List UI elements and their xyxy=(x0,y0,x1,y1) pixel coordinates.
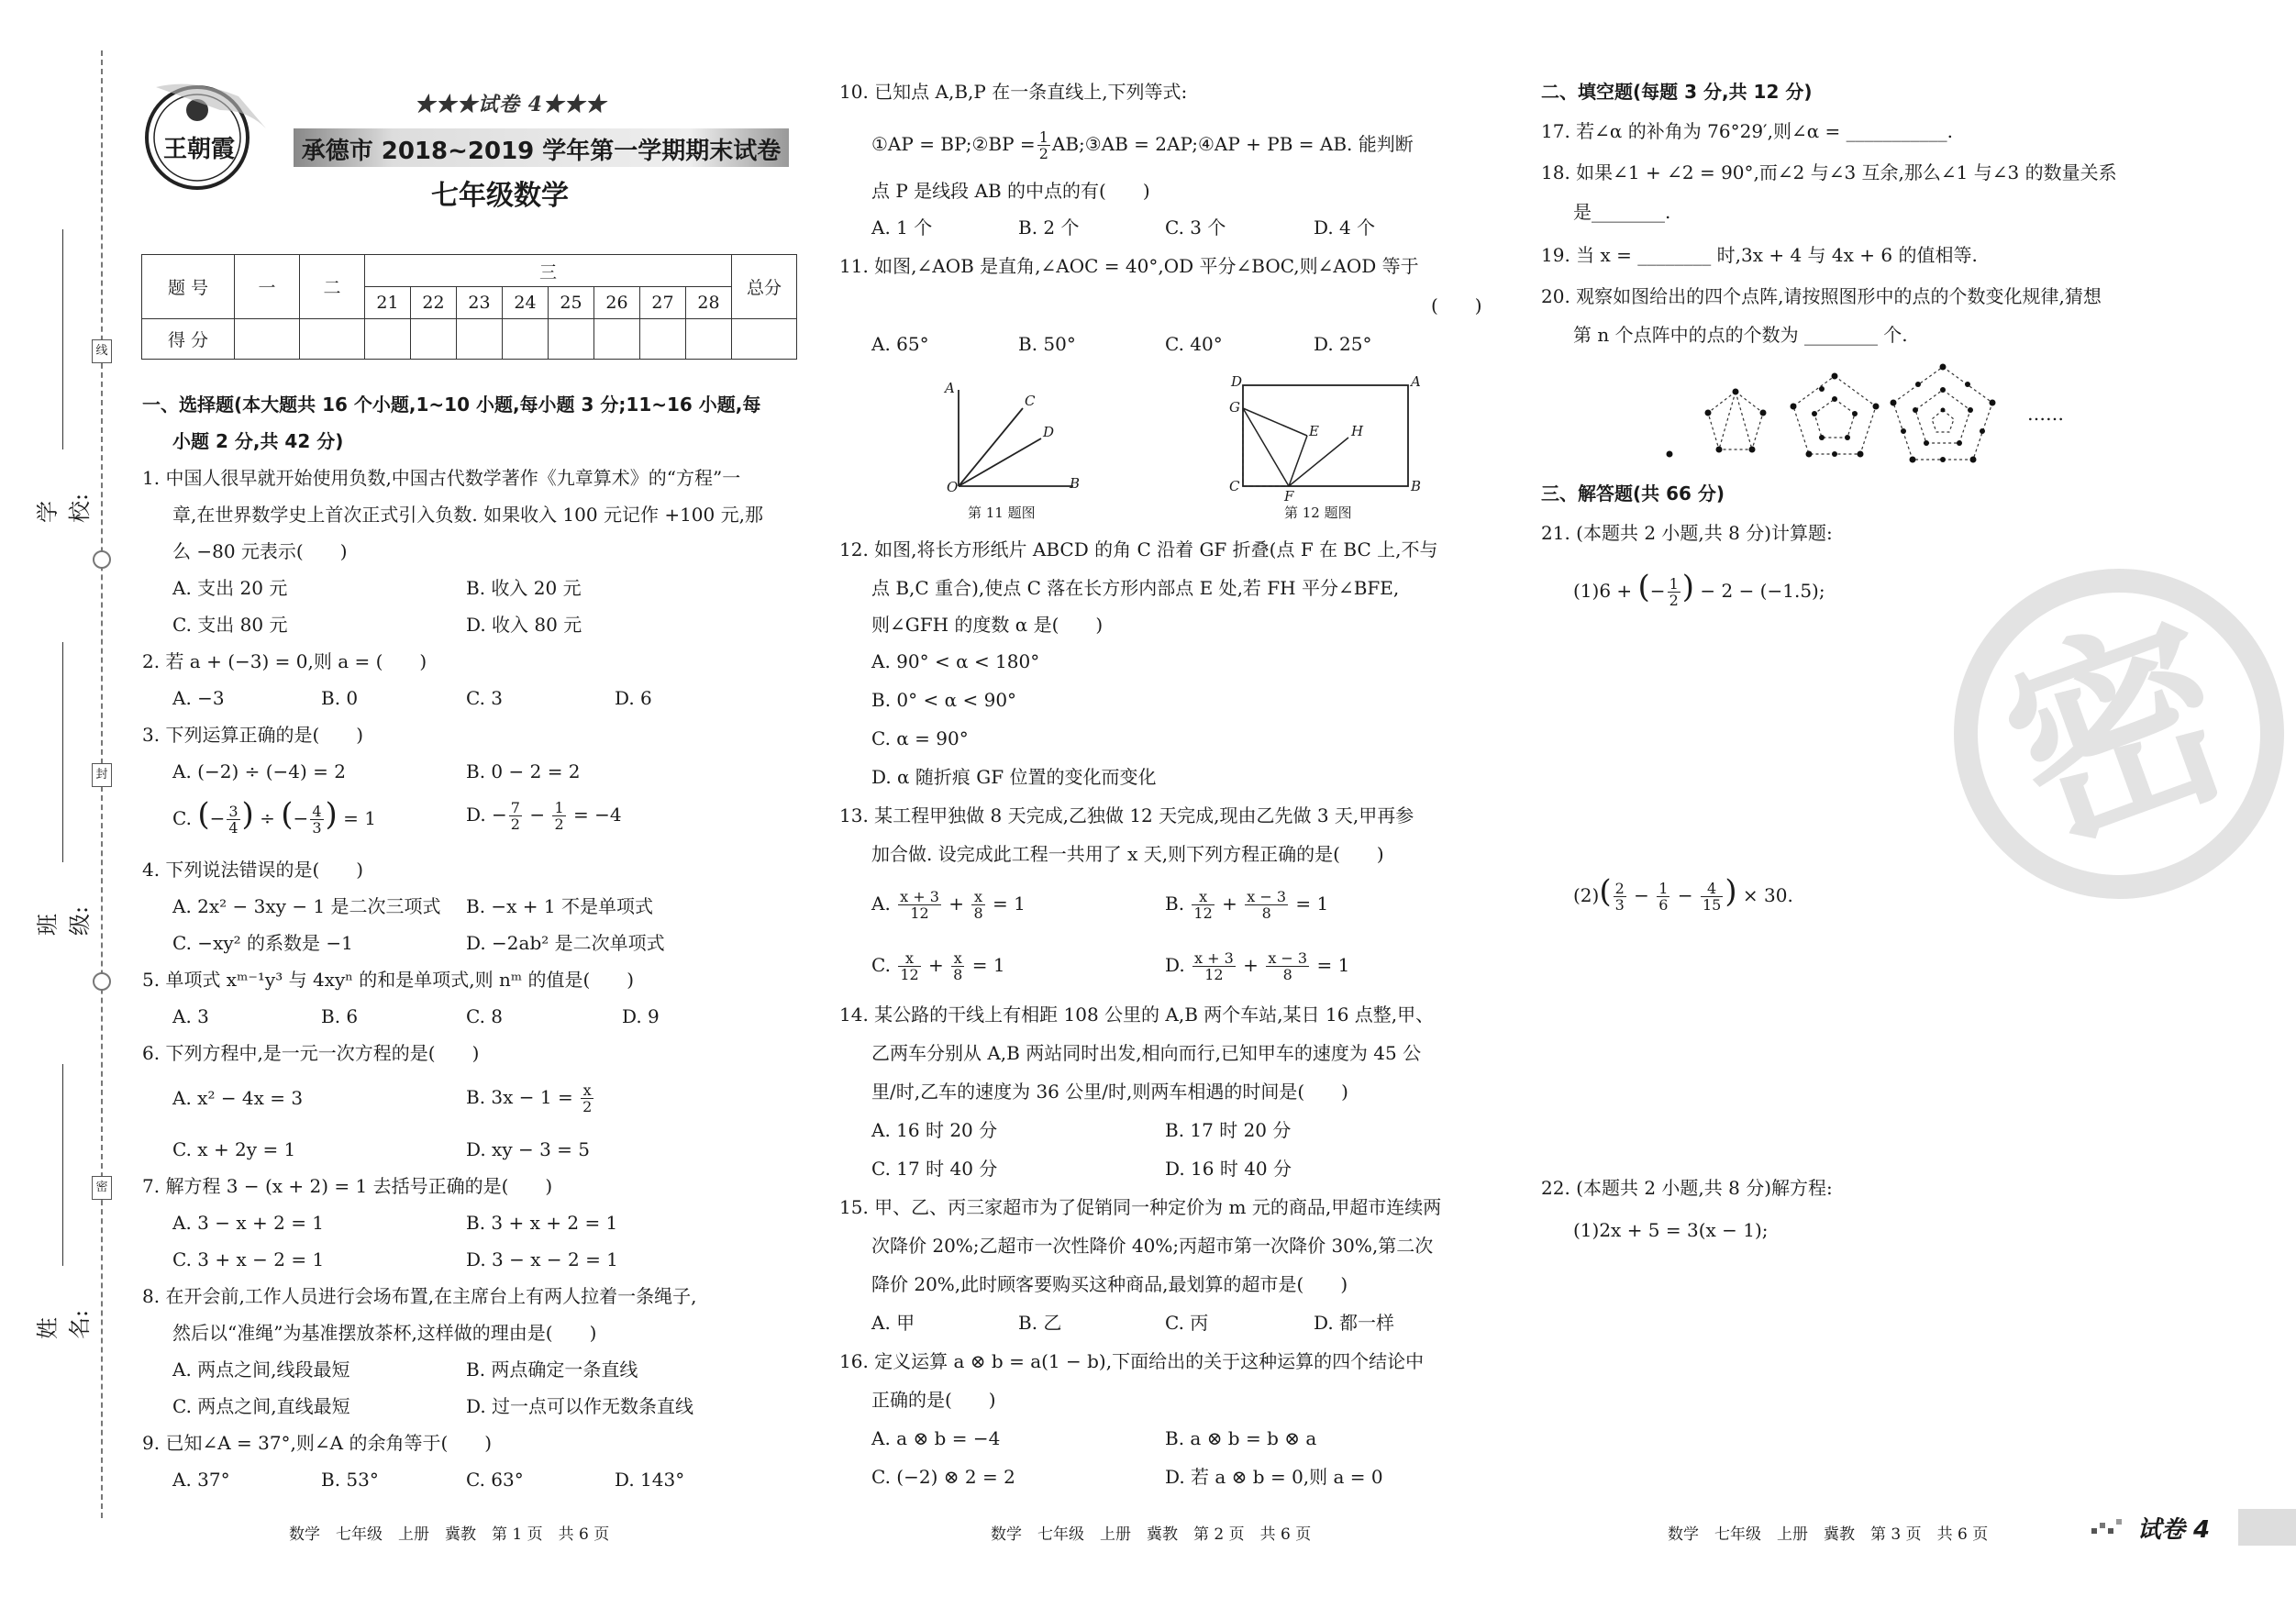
denominator: 8 xyxy=(953,966,963,983)
numerator: x xyxy=(971,889,984,905)
denominator: 15 xyxy=(1702,896,1722,914)
denominator: 4 xyxy=(228,819,238,837)
numerator: 1 xyxy=(1669,575,1679,593)
q16-option-c[interactable]: C. (−2) ⊗ 2 = 2 xyxy=(871,1466,1015,1488)
fig11-label: A xyxy=(945,380,955,396)
q3-stem: 3. 下列运算正确的是( ) xyxy=(142,724,364,746)
denominator: 2 xyxy=(554,815,564,833)
paren-close: ) xyxy=(325,796,338,833)
q15-line2: 次降价 20%;乙超市一次性降价 40%;丙超市第一次降价 30%,第二次 xyxy=(871,1235,1434,1257)
score-cell[interactable] xyxy=(411,319,457,360)
binding-mark-xian: 线 xyxy=(92,339,112,363)
q15-option-a[interactable]: A. 甲 xyxy=(871,1312,915,1334)
q13-option-d[interactable]: D. $\frac{x + 3}{12}$ + $\frac{x - 3}{8}$ = 1 xyxy=(1165,949,1350,983)
q1-option-a[interactable]: A. 支出 20 元 xyxy=(172,577,288,599)
figure-12 xyxy=(1220,372,1422,505)
score-table xyxy=(141,254,797,360)
q20-line1: 20. 观察如图给出的四个点阵,请按照图形中的点的个数变化规律,猜想 xyxy=(1541,285,2102,307)
numerator: x xyxy=(581,1082,593,1099)
q6-option-a[interactable]: A. x² − 4x = 3 xyxy=(172,1087,304,1109)
q5-option-d[interactable]: D. 9 xyxy=(622,1005,660,1027)
score-cell[interactable] xyxy=(686,319,732,360)
score-cell[interactable] xyxy=(365,319,411,360)
q22-stem: 22. (本题共 2 小题,共 8 分)解方程: xyxy=(1541,1177,1833,1199)
q13-option-a[interactable]: A. $\frac{x + 3}{12}$ + $\frac{x}{8}$ = 1 xyxy=(871,888,1026,922)
numerator: 1 xyxy=(554,799,564,816)
q21-stem: 21. (本题共 2 小题,共 8 分)计算题: xyxy=(1541,522,1833,544)
subject-title: 七年级数学 xyxy=(431,180,569,212)
section-fill-title: 二、填空题(每题 3 分,共 12 分) xyxy=(1541,81,1813,103)
q3-c-tail: = 1 xyxy=(343,807,376,829)
denominator: 2 xyxy=(1038,145,1048,162)
corner-decoration xyxy=(2091,1515,2128,1541)
fig12-label: H xyxy=(1351,423,1364,439)
q11-stem: 11. 如图,∠AOB 是直角,∠AOC = 40°,OD 平分∠BOC,则∠AOD 等于 xyxy=(839,255,1419,277)
q10-stem: 10. 已知点 A,B,P 在一条直线上,下列等式: xyxy=(839,81,1188,103)
q10-line3: 点 P 是线段 AB 的中点的有( ) xyxy=(871,180,1150,202)
denominator: 2 xyxy=(510,815,520,833)
q15-line3: 降价 20%,此时顾客要购买这种商品,最划算的超市是( ) xyxy=(871,1273,1348,1295)
q21-2-answer-area[interactable] xyxy=(1573,922,2215,1170)
numerator: x + 3 xyxy=(1194,949,1234,967)
q4-option-b[interactable]: B. −x + 1 不是单项式 xyxy=(466,895,654,917)
q3-option-d[interactable]: D. − $\frac{7}{2}$ − $\frac{1}{2}$ = −4 xyxy=(466,799,622,833)
denominator: 3 xyxy=(1614,896,1625,914)
fraction xyxy=(971,889,984,921)
q10-option-c[interactable]: C. 3 个 xyxy=(1165,216,1226,238)
score-cell[interactable] xyxy=(503,319,549,360)
angle-diagram-icon xyxy=(936,376,1092,505)
q12-option-b[interactable]: B. 0° < α < 90° xyxy=(871,689,1017,711)
fraction xyxy=(1192,950,1236,982)
q7-option-c[interactable]: C. 3 + x − 2 = 1 xyxy=(172,1248,325,1270)
fraction xyxy=(227,804,239,836)
q8-option-d[interactable]: D. 过一点可以作无数条直线 xyxy=(466,1395,694,1417)
equation-tail: = 1 xyxy=(992,893,1026,915)
fraction xyxy=(552,800,565,832)
binding-circle-2 xyxy=(93,972,111,991)
fraction xyxy=(951,950,964,982)
fraction xyxy=(1668,576,1680,608)
q8-option-b[interactable]: B. 两点确定一条直线 xyxy=(466,1359,638,1381)
denominator: 8 xyxy=(973,904,983,922)
q20-line2[interactable]: 第 n 个点阵中的点的个数为 ________ 个. xyxy=(1573,324,1908,346)
q11-option-c[interactable]: C. 40° xyxy=(1165,333,1223,355)
fig11-label: C xyxy=(1025,393,1036,409)
q2-option-d[interactable]: D. 6 xyxy=(615,687,652,709)
paren-open: ( xyxy=(1637,569,1650,605)
corner-tab xyxy=(2238,1509,2296,1546)
q6-option-b[interactable] xyxy=(466,1079,595,1115)
score-col-1: 一 xyxy=(235,255,300,319)
option-letter: A. xyxy=(871,893,891,915)
numerator: x − 3 xyxy=(1247,888,1287,905)
q6-stem: 6. 下列方程中,是一元一次方程的是( ) xyxy=(142,1042,480,1064)
q2-option-a[interactable]: A. −3 xyxy=(172,687,225,709)
q8-line2: 然后以“准绳”为基准摆放茶杯,这样做的理由是( ) xyxy=(172,1322,597,1344)
q21-1-tail: − 2 − (−1.5); xyxy=(1694,580,1825,602)
q15-option-c[interactable]: C. 丙 xyxy=(1165,1312,1209,1334)
q9-stem: 9. 已知∠A = 37°,则∠A 的余角等于( ) xyxy=(142,1432,493,1454)
option-letter: C. xyxy=(871,954,891,976)
fig12-label: C xyxy=(1229,478,1240,494)
q16-line1: 16. 定义运算 a ⊗ b = a(1 − b),下面给出的关于这种运算的四个结论中 xyxy=(839,1350,1425,1372)
denominator: 12 xyxy=(1204,966,1224,983)
q1-option-d[interactable]: D. 收入 80 元 xyxy=(466,614,582,636)
school-line xyxy=(62,229,63,449)
class-label: 班级: xyxy=(35,905,93,936)
q9-option-b[interactable]: B. 53° xyxy=(321,1469,379,1491)
q8-line1: 8. 在开会前,工作人员进行会场布置,在主席台上有两人拉着一条绳子, xyxy=(142,1285,697,1307)
numerator: x xyxy=(898,950,920,967)
corner-label: 试卷 4 xyxy=(2137,1516,2211,1544)
score-sub-col: 21 xyxy=(365,287,411,319)
q10-eq-text-2: AB;③AB = 2AP;④AP + PB = AB. 能判断 xyxy=(1051,133,1414,155)
fig12-label: D xyxy=(1231,373,1243,390)
numerator: 4 xyxy=(312,803,322,820)
denominator: 12 xyxy=(910,904,929,922)
q7-stem: 7. 解方程 3 − (x + 2) = 1 去括号正确的是( ) xyxy=(142,1175,553,1197)
paren-close: ) xyxy=(1681,569,1695,605)
q14-line3: 里/时,乙车的速度为 36 公里/时,则两车相遇的时间是( ) xyxy=(871,1081,1348,1103)
q22-part1: (1)2x + 5 = 3(x − 1); xyxy=(1573,1219,1769,1241)
q21-1-text: (1)6 + xyxy=(1573,580,1638,602)
q7-option-d[interactable]: D. 3 − x − 2 = 1 xyxy=(466,1248,618,1270)
score-row2-label: 得 分 xyxy=(142,319,235,360)
paren-open: ( xyxy=(1599,873,1612,910)
paren-close: ) xyxy=(241,796,254,833)
denominator: 2 xyxy=(582,1098,593,1115)
score-sub-col: 27 xyxy=(640,287,686,319)
q8-option-c[interactable]: C. 两点之间,直线最短 xyxy=(172,1395,350,1417)
brand-logo xyxy=(138,83,275,193)
name-line xyxy=(62,1064,63,1266)
q16-option-b[interactable]: B. a ⊗ b = b ⊗ a xyxy=(1165,1427,1317,1449)
q14-option-c[interactable]: C. 17 时 40 分 xyxy=(871,1158,998,1180)
q12-option-a[interactable]: A. 90° < α < 180° xyxy=(871,650,1040,672)
numerator: 1 xyxy=(1038,128,1048,146)
exam-badge: ★★★试卷 4★★★ xyxy=(415,93,606,116)
q12-option-d[interactable]: D. α 随折痕 GF 位置的变化而变化 xyxy=(871,766,1157,788)
fraction xyxy=(1657,881,1669,913)
q15-option-b[interactable]: B. 乙 xyxy=(1018,1312,1062,1334)
q4-option-a[interactable]: A. 2x² − 3xy − 1 是二次三项式 xyxy=(172,895,441,917)
denominator: 6 xyxy=(1658,896,1669,914)
numerator: x − 3 xyxy=(1268,949,1308,967)
q12-line3: 则∠GFH 的度数 α 是( ) xyxy=(871,614,1104,636)
fraction xyxy=(509,800,522,832)
q20-ellipsis: …… xyxy=(2027,403,2064,425)
score-sub-col: 23 xyxy=(457,287,503,319)
option-letter: D. xyxy=(1165,954,1185,976)
score-cell[interactable] xyxy=(732,319,797,360)
q13-line2: 加合做. 设完成此工程一共用了 x 天,则下列方程正确的是( ) xyxy=(871,843,1384,865)
q10-eq-text: ①AP = BP;②BP = xyxy=(871,133,1036,155)
q3-c-label: C. xyxy=(172,807,198,829)
denominator: 12 xyxy=(900,966,919,983)
score-sub-col: 25 xyxy=(549,287,594,319)
numerator: 1 xyxy=(1658,880,1669,897)
fraction xyxy=(310,804,323,836)
score-cell[interactable] xyxy=(300,319,365,360)
score-cell[interactable] xyxy=(549,319,594,360)
pentagon-dot-pattern-icon xyxy=(1651,362,2046,472)
numerator: x xyxy=(1192,889,1214,905)
numerator: 7 xyxy=(510,799,520,816)
score-cell[interactable] xyxy=(640,319,686,360)
q10-option-a[interactable]: A. 1 个 xyxy=(871,216,933,238)
q3-option-c[interactable]: C. (− $\frac{3}{4}$ ) ÷ (− $\frac{4}{3}$ ) = 1 xyxy=(172,796,376,837)
fraction xyxy=(1701,881,1723,913)
q2-option-c[interactable]: C. 3 xyxy=(466,687,504,709)
q1-line1: 1. 中国人很早就开始使用负数,中国古代数学著作《九章算术》的“方程”一 xyxy=(142,467,741,489)
score-col-2: 二 xyxy=(300,255,365,319)
paren-open: ( xyxy=(281,796,294,833)
q12-option-c[interactable]: C. α = 90° xyxy=(871,727,969,749)
q3-option-a[interactable]: A. (−2) ÷ (−4) = 2 xyxy=(172,760,347,782)
denominator: 3 xyxy=(312,819,322,837)
q18-line1: 18. 如果∠1 + ∠2 = 90°,而∠2 与∠3 互余,那么∠1 与∠3 的数量关系 xyxy=(1541,161,2117,183)
exam-title: 承德市 2018~2019 学年第一学期期末试卷 xyxy=(301,138,782,165)
q5-stem: 5. 单项式 xᵐ⁻¹y³ 与 4xyⁿ 的和是单项式,则 nᵐ 的值是( ) xyxy=(142,969,635,991)
q6-option-d[interactable]: D. xy − 3 = 5 xyxy=(466,1138,591,1160)
denominator: 2 xyxy=(1669,592,1679,609)
q7-option-a[interactable]: A. 3 − x + 2 = 1 xyxy=(172,1212,325,1234)
q22-1-answer-area[interactable] xyxy=(1573,1257,2215,1495)
fig12-label: F xyxy=(1284,488,1294,505)
q10-equations xyxy=(871,126,1414,162)
q16-option-d[interactable]: D. 若 a ⊗ b = 0,则 a = 0 xyxy=(1165,1466,1383,1488)
fig12-label: B xyxy=(1411,478,1422,494)
equation-tail: = 1 xyxy=(1316,954,1350,976)
q14-option-d[interactable]: D. 16 时 40 分 xyxy=(1165,1158,1292,1180)
q11-option-a[interactable]: A. 65° xyxy=(871,333,929,355)
q11-paren: ( ) xyxy=(1431,294,1482,316)
q15-option-d[interactable]: D. 都一样 xyxy=(1314,1312,1395,1334)
score-col-total: 总分 xyxy=(732,255,797,319)
score-sub-col: 28 xyxy=(686,287,732,319)
name-label: 姓名: xyxy=(35,1309,93,1339)
corner-squares-icon xyxy=(2091,1515,2128,1541)
fraction xyxy=(898,889,941,921)
q8-option-a[interactable]: A. 两点之间,线段最短 xyxy=(172,1359,350,1381)
q9-option-a[interactable]: A. 37° xyxy=(172,1469,230,1491)
fig11-label: B xyxy=(1070,475,1081,492)
q3-option-b[interactable]: B. 0 − 2 = 2 xyxy=(466,760,581,782)
score-cell[interactable] xyxy=(235,319,300,360)
q14-line1: 14. 某公路的干线上有相距 108 公里的 A,B 两个车站,某日 16 点整,甲、 xyxy=(839,1004,1435,1026)
q21-part2: (2)( $\frac{2}{3}$ − $\frac{1}{6}$ − $\frac{4}{15}$ ) × 30. xyxy=(1573,873,1793,914)
page-footer-1: 数学 七年级 上册 冀教 第 1 页 共 6 页 xyxy=(289,1525,610,1544)
fig11-caption: 第 11 题图 xyxy=(968,505,1036,521)
fraction xyxy=(1037,129,1050,161)
paren-close: ) xyxy=(1725,873,1737,910)
denominator: 8 xyxy=(1261,904,1271,922)
q21-part1: (1)6 + (− $\frac{1}{2}$ ) − 2 − (−1.5); xyxy=(1573,569,1825,609)
page-footer-2: 数学 七年级 上册 冀教 第 2 页 共 6 页 xyxy=(991,1525,1312,1544)
score-sub-col: 24 xyxy=(503,287,549,319)
q9-option-c[interactable]: C. 63° xyxy=(466,1469,524,1491)
q15-line1: 15. 甲、乙、丙三家超市为了促销同一种定价为 m 元的商品,甲超市连续两 xyxy=(839,1196,1442,1218)
school-label: 学校: xyxy=(35,493,93,523)
page-footer-3: 数学 七年级 上册 冀教 第 3 页 共 6 页 xyxy=(1668,1525,1989,1544)
q13-option-c[interactable]: C. $\frac{x}{12}$ + $\frac{x}{8}$ = 1 xyxy=(871,949,1005,983)
section-answer-title: 三、解答题(共 66 分) xyxy=(1541,482,1725,505)
score-cell[interactable] xyxy=(594,319,640,360)
fig12-label: E xyxy=(1309,423,1319,439)
q1-option-b[interactable]: B. 收入 20 元 xyxy=(466,577,582,599)
numerator: x + 3 xyxy=(900,888,939,905)
q10-option-b[interactable]: B. 2 个 xyxy=(1018,216,1080,238)
score-col-3: 三 xyxy=(365,255,732,287)
fraction xyxy=(1192,889,1214,921)
q1-line2: 章,在世界数学史上首次正式引入负数. 如果收入 100 元记作 +100 元,那 xyxy=(172,504,763,526)
q21-1-answer-area[interactable] xyxy=(1573,615,2215,862)
q13-line1: 13. 某工程甲独做 8 天完成,乙独做 12 天完成,现由乙先做 3 天,甲再参 xyxy=(839,804,1414,826)
dot-pattern-figure xyxy=(1651,362,2046,472)
logo-text: 王朝霞 xyxy=(162,136,235,163)
option-letter: B. xyxy=(1165,893,1185,915)
q3-d-label: D. − xyxy=(466,804,507,826)
q4-option-c[interactable]: C. −xy² 的系数是 −1 xyxy=(172,932,353,954)
q14-option-b[interactable]: B. 17 时 20 分 xyxy=(1165,1119,1292,1141)
fig11-label: O xyxy=(947,479,959,495)
fig12-caption: 第 12 题图 xyxy=(1284,505,1352,521)
q16-option-a[interactable]: A. a ⊗ b = −4 xyxy=(871,1427,1001,1449)
q9-option-d[interactable]: D. 143° xyxy=(615,1469,685,1491)
q21-2-text: (2) xyxy=(1573,884,1600,906)
fraction xyxy=(1245,889,1288,921)
binding-mark-feng: 封 xyxy=(92,763,112,787)
q2-stem: 2. 若 a + (−3) = 0,则 a = ( ) xyxy=(142,650,427,672)
q5-option-c[interactable]: C. 8 xyxy=(466,1005,504,1027)
q6-b-text: B. 3x − 1 = xyxy=(466,1086,573,1108)
q1-option-c[interactable]: C. 支出 80 元 xyxy=(172,614,288,636)
q10-option-d[interactable]: D. 4 个 xyxy=(1314,216,1376,238)
section-choice-title-2: 小题 2 分,共 42 分) xyxy=(172,430,344,452)
q14-option-a[interactable]: A. 16 时 20 分 xyxy=(871,1119,998,1141)
q19-stem[interactable]: 19. 当 x = ________ 时,3x + 4 与 4x + 6 的值相等. xyxy=(1541,244,1978,266)
fraction xyxy=(898,950,920,982)
q4-option-d[interactable]: D. −2ab² 是二次单项式 xyxy=(466,932,665,954)
q1-line3: 么 −80 元表示( ) xyxy=(172,540,348,562)
score-table-row-label: 题 号 xyxy=(142,255,235,319)
denominator: 8 xyxy=(1282,966,1292,983)
class-field[interactable] xyxy=(35,642,93,936)
score-sub-col: 22 xyxy=(411,287,457,319)
q18-line2[interactable]: 是________. xyxy=(1573,201,1671,223)
fig12-label: A xyxy=(1411,373,1421,390)
q13-option-b[interactable]: B. $\frac{x}{12}$ + $\frac{x - 3}{8}$ = 1 xyxy=(1165,888,1329,922)
fig12-label: G xyxy=(1229,399,1240,416)
section-choice-title: 一、选择题(本大题共 16 个小题,1~10 小题,每小题 3 分;11~16 小题,每 xyxy=(142,394,761,416)
numerator: 2 xyxy=(1614,880,1625,897)
figure-11 xyxy=(936,376,1092,505)
q2-option-b[interactable]: B. 0 xyxy=(321,687,359,709)
q6-option-c[interactable]: C. x + 2y = 1 xyxy=(172,1138,296,1160)
score-sub-col: 26 xyxy=(594,287,640,319)
numerator: 4 xyxy=(1701,881,1723,897)
q3-d-tail: = −4 xyxy=(573,804,622,826)
q12-line1: 12. 如图,将长方形纸片 ABCD 的角 C 沿着 GF 折叠(点 F 在 BC 上,不与 xyxy=(839,538,1438,560)
name-field[interactable] xyxy=(35,1064,93,1358)
fraction xyxy=(1614,881,1626,913)
numerator: 3 xyxy=(228,803,238,820)
paren-open: ( xyxy=(197,796,210,833)
rectangle-fold-diagram-icon xyxy=(1220,372,1422,505)
fraction xyxy=(1266,950,1309,982)
score-cell[interactable] xyxy=(457,319,503,360)
q21-2-tail: × 30. xyxy=(1736,884,1793,906)
q11-option-d[interactable]: D. 25° xyxy=(1314,333,1372,355)
numerator: x xyxy=(951,950,964,967)
denominator: 12 xyxy=(1193,904,1213,922)
q7-option-b[interactable]: B. 3 + x + 2 = 1 xyxy=(466,1212,618,1234)
seal-text: 密 xyxy=(1978,582,2260,886)
fraction xyxy=(581,1082,593,1115)
q4-stem: 4. 下列说法错误的是( ) xyxy=(142,859,364,881)
q11-option-b[interactable]: B. 50° xyxy=(1018,333,1076,355)
q17-stem[interactable]: 17. 若∠α 的补角为 76°29′,则∠α = ___________. xyxy=(1541,120,1954,142)
binding-circle-1 xyxy=(93,550,111,569)
q5-option-a[interactable]: A. 3 xyxy=(172,1005,209,1027)
q5-option-b[interactable]: B. 6 xyxy=(321,1005,359,1027)
q16-line2: 正确的是( ) xyxy=(871,1389,996,1411)
binding-mark-mi: 密 xyxy=(92,1176,112,1200)
q12-line2: 点 B,C 重合),使点 C 落在长方形内部点 E 处,若 FH 平分∠BFE, xyxy=(871,577,1400,599)
fig11-label: D xyxy=(1043,424,1055,440)
school-field[interactable] xyxy=(35,229,93,523)
equation-tail: = 1 xyxy=(1295,893,1329,915)
equation-tail: = 1 xyxy=(971,954,1005,976)
q14-line2: 乙两车分别从 A,B 两站同时出发,相向而行,已知甲车的速度为 45 公 xyxy=(871,1042,1422,1064)
class-line xyxy=(62,642,63,862)
